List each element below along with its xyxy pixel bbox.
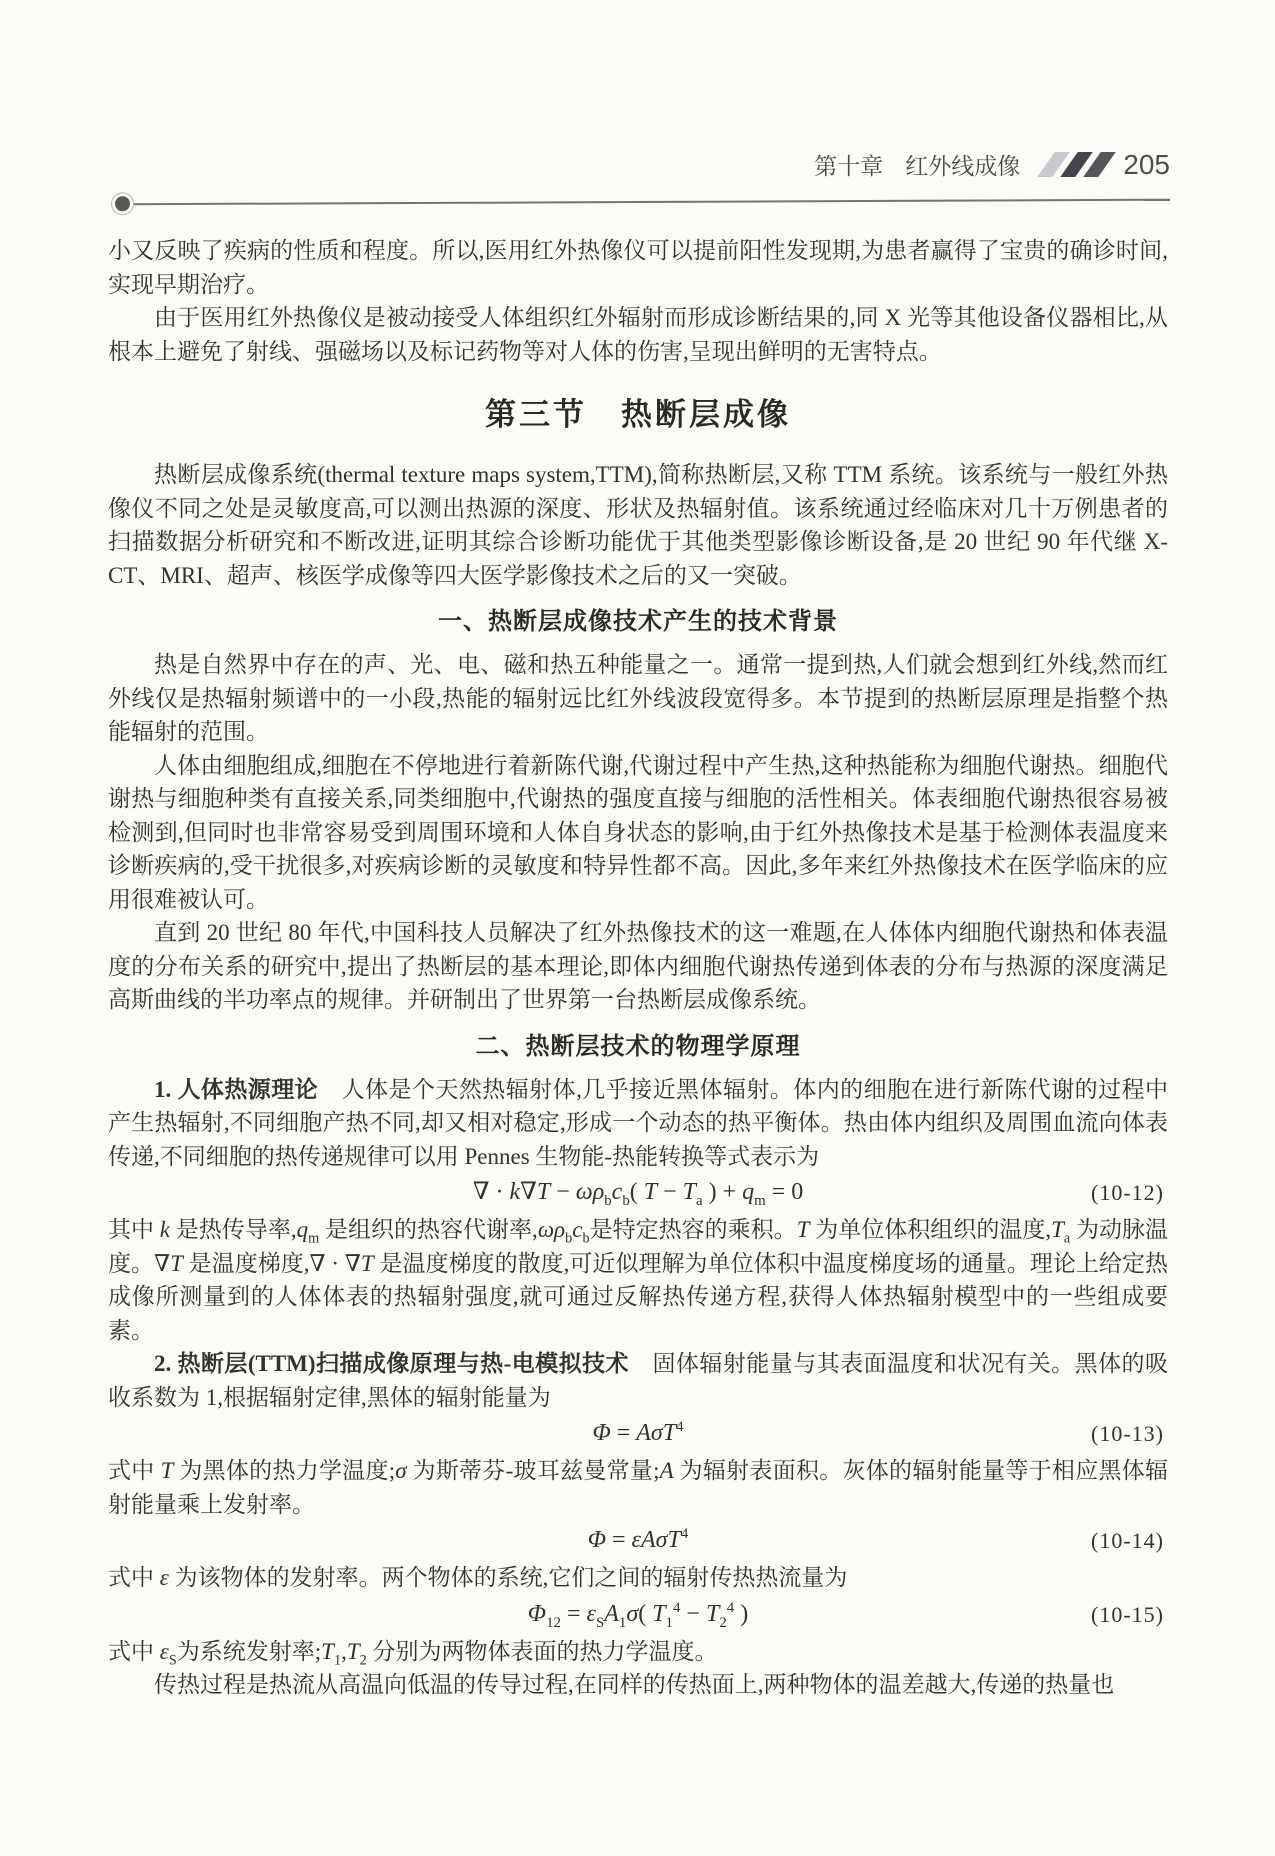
header-rule [112, 199, 1170, 206]
paragraph-explanation: 式中 $\varepsilon_S$为系统发射率$;T_1,T_2$ 分别为两物体表面的热力学温度。 [108, 1638, 718, 1669]
equation-body: $\Phi_{12} = \varepsilon_SA_1\sigma$( $T_1^4 - T_2^4$ ) [527, 1599, 749, 1631]
equation-number: (10-15) [1091, 1601, 1164, 1627]
chapter-title: 红外线成像 [905, 154, 1021, 179]
paragraph-explanation: 式中 T 为黑体的热力学温度;σ 为斯蒂芬-玻耳兹曼常量;A 为辐射表面积。灰体的辐射能量等于相应黑体辐射能量乘上发射率。 [108, 1458, 1169, 1517]
paragraph: 热是自然界中存在的声、光、电、磁和热五种能量之一。通常一提到热,人们就会想到红外线,然而红外线仅是热辐射频谱中的一小段,热能的辐射远比红外线波段宽得多。本节提到的热断层原理是指整个热能辐射的范围。 [108, 652, 1168, 744]
section-heading: 第三节 热断层成像 [485, 397, 791, 432]
page-number: 205 [1123, 148, 1170, 180]
paragraph: 热断层成像系统(thermal texture maps system,TTM),简称热断层,又称 TTM 系统。该系统与一般红外热像仪不同之处是灵敏度高,可以测出热源的深度、形状及热辐射值。该系统通过经临床对几十万例患者的扫描数据分析研究和不断改进,证明其综合诊断功能优于其他类型影像诊断设备,是 20 世纪 90 年代继 X-CT、MRI、超声、核医学成像等四大医学影像技术之后的又一突破。 [108, 462, 1168, 588]
paragraph-explanation: 式中 ε 为该物体的发射率。两个物体的系统,它们之间的辐射传热热流量为 [108, 1565, 848, 1590]
equation-body: Φ = AσT$^4$ [592, 1419, 684, 1446]
equation-10-12 [108, 1174, 1168, 1212]
equation-10-13 [108, 1415, 1168, 1453]
diagonal-stripes-icon [1038, 152, 1107, 178]
equation-10-14 [108, 1522, 1168, 1560]
equation-number: (10-14) [1091, 1528, 1164, 1553]
equation-body: Φ = εAσT$^4$ [587, 1526, 689, 1553]
paragraph-continuation: 小又反映了疾病的性质和程度。所以,医用红外热像仪可以提前阳性发现期,为患者赢得了宝贵的确诊时间,实现早期治疗。 [108, 238, 1168, 297]
paragraph: 人体由细胞组成,细胞在不停地进行着新陈代谢,代谢过程中产生热,这种热能称为细胞代谢热。细胞代谢热与细胞种类有直接关系,同类细胞中,代谢热的强度直接与细胞的活性相关。体表细胞代谢热很容易被检测到,但同时也非常容易受到周围环境和人体自身状态的影响,由于红外热像技术是基于检测体表温度来诊断疾病的,受干扰很多,对疾病诊断的灵敏度和特异性都不高。因此,多年来红外热像技术在医学临床的应用很难被认可。 [108, 752, 1168, 912]
equation-10-15 [108, 1596, 1168, 1634]
subsection-heading-2: 二、热断层技术的物理学原理 [475, 1033, 801, 1060]
subsection-heading-1: 一、热断层成像技术产生的技术背景 [438, 609, 838, 635]
equation-number: (10-13) [1091, 1421, 1164, 1446]
paragraph-numbered-2: 2. 热断层(TTM)扫描成像原理与热-电模拟技术 固体辐射能量与其表面温度和状况有关。黑体的吸收系数为 1,根据辐射定律,黑体的辐射能量为 [108, 1351, 1168, 1410]
page-header [112, 148, 1170, 181]
paragraph-explanation: 其中 k 是热传导率$,q_m$ 是组织的热容代谢率$,\omega\rho_bc_b$是特定热容的乘积。T 为单位体积组织的温度$,T_a$ 为动脉温度。∇T 是温度梯度,∇ · ∇T 是温度梯度的散度,可近似理解为单位体积中温度梯度场的通量。理论上给定热成像所测量到的人体体表的热辐射强度,就可通过反解热传递方程,获得人体热辐射模型中的一些组成要素。 [108, 1217, 1169, 1343]
paragraph: 直到 20 世纪 80 年代,中国科技人员解决了红外热像技术的这一难题,在人体体内细胞代谢热和体表温度的分布关系的研究中,提出了热断层的基本理论,即体内细胞代谢热传递到体表的分布与热源的深度满足高斯曲线的半功率点的规律。并研制出了世界第一台热断层成像系统。 [108, 920, 1168, 1012]
header-rule-dot [115, 196, 130, 211]
chapter-label: 第十章 [814, 154, 884, 179]
equation-body: ∇ · $k\nabla T - \omega\rho_bc_b$( $T - T_a$ ) + $q_m = 0$ [472, 1179, 804, 1209]
paragraph: 由于医用红外热像仪是被动接受人体组织红外辐射而形成诊断结果的,同 X 光等其他设备仪器相比,从根本上避免了射线、强磁场以及标记药物等对人体的伤害,呈现出鲜明的无害特点。 [108, 305, 1168, 364]
main-content [108, 234, 1168, 1702]
paragraph: 传热过程是热流从高温向低温的传导过程,在同样的传热面上,两种物体的温差越大,传递的热量也 [154, 1672, 1115, 1697]
paragraph-numbered-1: 1. 人体热源理论 人体是个天然热辐射体,几乎接近黑体辐射。体内的细胞在进行新陈代谢的过程中产生热辐射,不同细胞产热不同,却又相对稳定,形成一个动态的热平衡体。热由体内组织及周围血流向体表传递,不同细胞的热传递规律可以用 Pennes 生物能-热能转换等式表示为 [108, 1076, 1169, 1169]
equation-number: (10-12) [1091, 1180, 1164, 1205]
